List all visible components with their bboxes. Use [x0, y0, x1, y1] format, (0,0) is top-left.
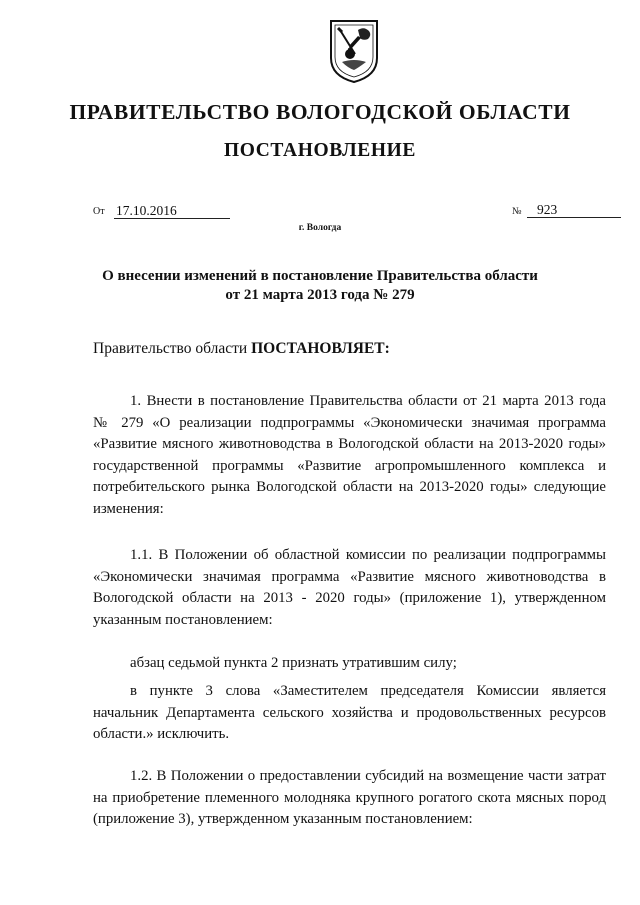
number-value: 923 [527, 203, 621, 218]
document-subject [90, 267, 550, 305]
paragraph-clause-a: абзац седьмой пункта 2 признать утратившим силу; [130, 655, 457, 671]
city-label: г. Вологда [298, 223, 342, 233]
paragraph-1-2: 1.2. В Положении о предоставлении субсидий на возмещение части затрат на приобретение племенного молодняка крупного рогатого скота мясных пород (приложение 3), утвержденном указанным постановлением: [93, 768, 606, 828]
date-label: От [93, 206, 105, 217]
date-value: 17.10.2016 [114, 204, 230, 219]
preamble [93, 340, 390, 358]
number-label: № [512, 206, 522, 217]
paragraph-clause-b: в пункте 3 слова «Заместителем председателя Комиссии является начальник Департамента сельского хозяйства и продовольственных ресурсов области.» исключить. [93, 683, 606, 743]
subject-line-2: от 21 марта 2013 года № 279 [225, 287, 415, 303]
preamble-decree: ПОСТАНОВЛЯЕТ: [251, 340, 390, 357]
document-type-title: ПОСТАНОВЛЕНИЕ [223, 140, 417, 161]
government-title: ПРАВИТЕЛЬСТВО ВОЛОГОДСКОЙ ОБЛАСТИ [69, 100, 571, 124]
coat-of-arms-emblem [328, 18, 380, 84]
paragraph-1: 1. Внести в постановление Правительства области от 21 марта 2013 года № 279 «О реализации подпрограммы «Экономически значимая программа «Развитие мясного животноводства в Вологодской области на 2013-2020 годы» государственной программы «Развитие агропромышленного комплекса и потребительского рынка Вологодской области на 2013-2020 годы» следующие изменения: [93, 393, 606, 517]
subject-line-1: О внесении изменений в постановление Правительства области [102, 268, 538, 284]
paragraph-1-1: 1.1. В Положении об областной комиссии по реализации подпрограммы «Экономически значимая программа «Развитие мясного животноводства в Вологодской области на 2013 - 2020 годы» (приложение 1), утвержденном указанным постановлением: [93, 547, 606, 628]
preamble-prefix: Правительство области [93, 340, 252, 357]
